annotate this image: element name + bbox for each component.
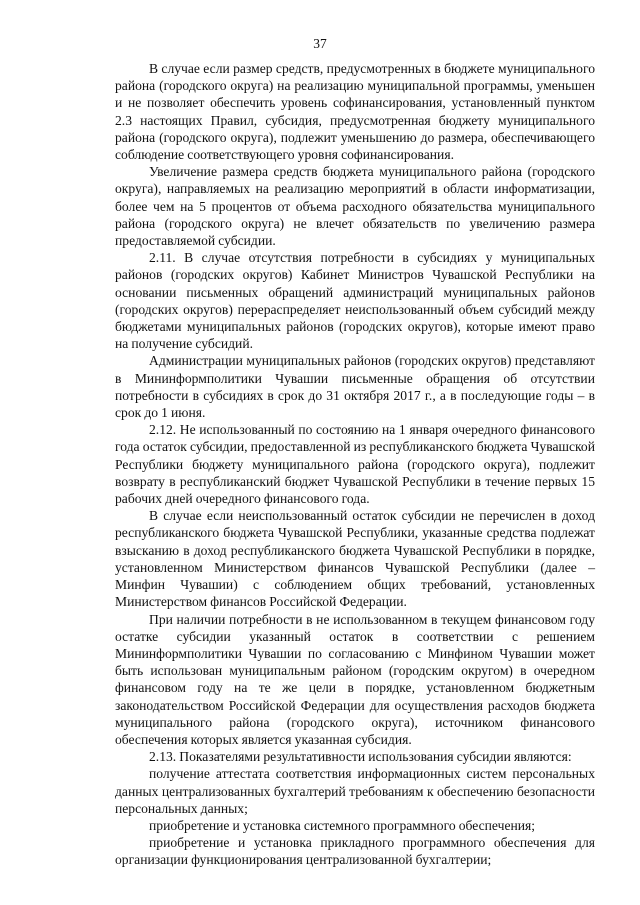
paragraph-budget-increase: Увеличение размера средств бюджета муниципального района (городского округа), направляемых на реализацию мероприятий в области информатизации, более чем на 5 процентов от объема расходного обязательства муниципального района (городского округа) не влечет обязательств по увеличению размера предоставляемой субсидии.	[115, 164, 595, 249]
paragraph-cofinancing-reduction: В случае если размер средств, предусмотренных в бюджете муниципального района (городского округа) на реализацию муниципальной программы, уменьшен и не позволяет обеспечить уровень софинансирования, установленный пунктом 2.3 настоящих Правил, субсидия, предусмотренная бюджету муниципального района (городского округа), подлежит уменьшению до размера, обеспечивающего соблюдение соответствующего уровня софинансирования.	[115, 61, 595, 163]
list-item-attestation: получение аттестата соответствия информационных систем персональных данных централизованных бухгалтерий требованиям к обеспечению безопасности персональных данных;	[115, 766, 595, 816]
list-item-application-software: приобретение и установка прикладного программного обеспечения для организации функционирования централизованной бухгалтерии;	[115, 835, 595, 868]
document-body	[115, 60, 595, 869]
paragraph-administrations-appeals: Администрации муниципальных районов (городских округов) представляют в Мининформполитики Чувашии письменные обращения об отсутствии потребности в субсидиях в срок до 31 октября 2017 г., а в последующие годы – в срок до 1 июня.	[115, 353, 595, 421]
list-item-system-software: приобретение и установка системного программного обеспечения;	[149, 817, 536, 833]
paragraph-2-12: 2.12. Не использованный по состоянию на 1 января очередного финансового года остаток субсидии, предоставленной из республиканского бюджета Чувашской Республики бюджету муниципального района (городского округа), подлежит возврату в республиканский бюджет Чувашской Республики в течение первых 15 рабочих дней очередного финансового года.	[115, 422, 595, 507]
paragraph-balance-reuse: При наличии потребности в не использованном в текущем финансовом году остатке субсидии указанный остаток в соответствии с решением Мининформполитики Чувашии по согласованию с Минфином Чувашии может быть использован муниципальным районом (городским округом) в очередном финансовом году на те же цели в порядке, установленном бюджетным законодательством Российской Федерации для осуществления расходов бюджета муниципального района (городского округа), источником финансового обеспечения которых является указанная субсидия.	[115, 611, 595, 747]
paragraph-2-11: 2.11. В случае отсутствия потребности в субсидиях у муниципальных районов (городских округов) Кабинет Министров Чувашской Республики на основании письменных обращений администраций муниципальных районов (городских округов) перераспределяет неиспользованный объем субсидий между бюджетами муниципальных районов (городских округов), которые имеют право на получение субсидий.	[115, 250, 595, 352]
page-number: 37	[313, 36, 327, 51]
paragraph-unreturned-balance: В случае если неиспользованный остаток субсидии не перечислен в доход республиканского бюджета Чувашской Республики, указанные средства подлежат взысканию в доход республиканского бюджета Чувашской Республики в порядке, установленном Министерством финансов Чувашской Республики (далее – Минфин Чувашии) с соблюдением общих требований, установленных Министерством финансов Российской Федерации.	[115, 508, 595, 610]
paragraph-2-13: 2.13. Показателями результативности использования субсидии являются:	[149, 749, 572, 765]
